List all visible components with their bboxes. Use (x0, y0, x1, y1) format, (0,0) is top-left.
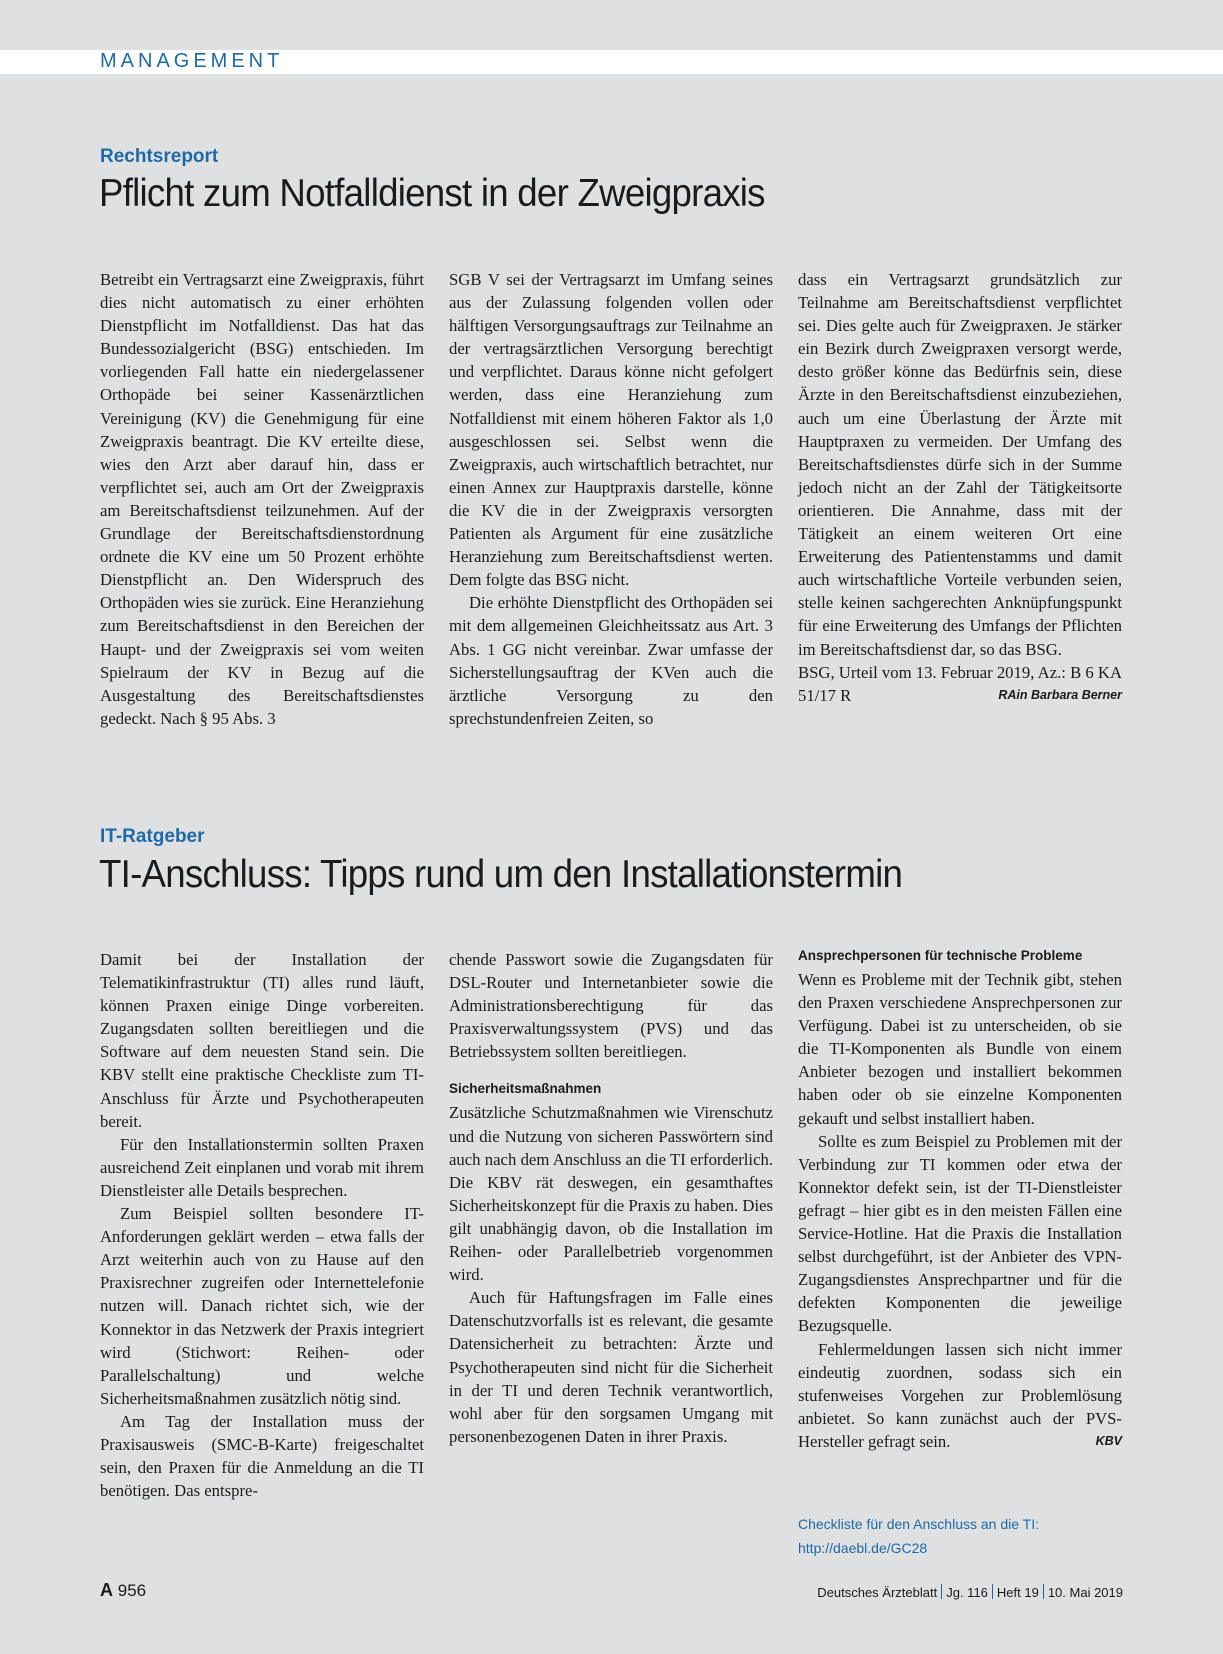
article1-col1-text: Betreibt ein Vertragsarzt eine Zweigpraxis, führt dies nicht automatisch zu einer erhöhten Dienstpflicht im Notfalldienst. Das hat das Bundessozialgericht (BSG) entschieden. Im vorliegenden Fall hatte ein niedergelassener Orthopäde bei seiner Kassenärztlichen Vereinigung (KV) die Genehmigung für eine Zweigpraxis beantragt. Die KV erteilte diese, wies den Arzt aber darauf hin, dass er verpflichtet sei, auch am Ort der Zweigpraxis am Bereitschaftsdienst teilzunehmen. Auf der Grundlage der Bereitschaftsdienstordnung ordnete die KV eine um 50 Prozent erhöhte Dienstpflicht an. Den Widerspruch des Orthopäden wies sie zurück. Eine Heranziehung zum Bereitschaftsdienst in den Bereichen der Haupt- und der Zweigpraxis sei vom weiten Spielraum der KV in Bezug auf die Ausgestaltung des Bereitschaftsdienstes gedeckt. Nach § 95 Abs. 3 (100, 270, 424, 728)
article2-col3-text: Fehlermeldungen lassen sich nicht immer eindeutig zuordnen, sodass sich ein stufenweises Vorgehen zur Problemlösung anbietet. So kann zunächst auch der PVS-Hersteller gefragt sein. (798, 1339, 1122, 1451)
article2-author: KBV (1095, 1433, 1122, 1448)
journal-issue: Heft 19 (996, 1585, 1039, 1600)
page-prefix: A (100, 1580, 113, 1600)
journal-info (817, 1584, 1123, 1600)
section-label: MANAGEMENT (100, 50, 284, 72)
article2-col3-last-paragraph (798, 1338, 1122, 1453)
subhead-ansprechpersonen: Ansprechpersonen für technische Probleme (798, 948, 1083, 963)
journal-volume: Jg. 116 (946, 1585, 988, 1600)
article2-kicker: IT-Ratgeber (100, 826, 205, 847)
separator (941, 1584, 942, 1599)
journal-name: Deutsches Ärzteblatt (817, 1585, 938, 1600)
article1-column-1 (100, 268, 424, 730)
separator (992, 1584, 993, 1599)
article1-column-3 (798, 268, 1122, 707)
article2-column-3 (798, 946, 1122, 1453)
page-number-value: 956 (117, 1581, 147, 1600)
article1-column-2 (449, 268, 773, 730)
article2-col1-paragraph: Am Tag der Installation muss der Praxisausweis (SMC-B-Karte) freigeschaltet sein, den Praxen für die Anmeldung an die TI benötigen. Das entspre- (100, 1411, 424, 1501)
page-number (100, 1580, 146, 1601)
article1-author: RAin Barbara Berner (998, 687, 1122, 702)
article1-citation (798, 661, 1122, 707)
article1-col3-paragraph: dass ein Vertragsarzt grundsätzlich zur Teilnahme am Bereitschaftsdienst verpflichtet sei. Dies gelte auch für Zweigpraxen. Je stärker ein Bezirk durch Zweigpraxen versorgt werde, desto größer könne das Bedürfnis sein, diese Ärzte in den Bereitschaftsdienst einzubeziehen, auch um eine Überlastung der Ärzte mit Hauptpraxen zu vermeiden. Der Umfang des Bereitschaftsdienstes dürfe sich in der Summe jedoch nicht an der Zahl der Tätigkeitsorte orientieren. Die Annahme, dass mit der Tätigkeit an einem weiteren Ort eine Erweiterung des Patientenstamms und damit auch wirtschaftliche Vorteile verbunden seien, stelle keinen sachgerechten Anknüpfungspunkt für eine Erweiterung des Umfangs der Pflichten im Bereitschaftsdienst dar, so das BSG. (798, 270, 1122, 659)
article2-col1-paragraph: Für den Installationstermin sollten Praxen ausreichend Zeit einplanen und vorab mit ihrem Dienstleister alle Details besprechen. (100, 1134, 424, 1200)
checklist-link-label: Checkliste für den Anschluss an die TI: (798, 1516, 1039, 1532)
article2-col1-paragraph: Zum Beispiel sollten besondere IT-Anforderungen geklärt werden – etwa falls der Arzt weiterhin auch von zu Hause auf den Praxisrechner zugreifen oder Internettelefonie nutzen will. Danach richtet sich, wie der Konnektor in das Netzwerk der Praxis integriert wird (Stichwort: Reihen- oder Parallelschaltung) und welche Sicherheitsmaßnahmen zusätzlich nötig sind. (100, 1204, 424, 1408)
checklist-link-box (798, 1512, 1039, 1560)
article1-kicker: Rechtsreport (100, 146, 219, 167)
checklist-link-url[interactable]: http://daebl.de/GC28 (798, 1540, 928, 1556)
article1-citation-text: BSG, Urteil vom 13. Februar 2019, Az.: B 6 KA 51/17 R (798, 662, 1122, 705)
article2-column-2 (449, 948, 773, 1448)
journal-date: 10. Mai 2019 (1047, 1585, 1123, 1600)
article2-column-1 (100, 948, 424, 1502)
article2-col3-paragraph: Sollte es zum Beispiel zu Problemen mit der Verbindung zur TI kommen oder etwa der Konnektor defekt sein, ist der TI-Dienstleister gefragt – hier gibt es in den meisten Fällen eine Service-Hotline. Hat die Praxis die Installation selbst durchgeführt, ist der Anbieter des VPN-Zugangsdienstes Ansprechpartner und für die defekten Komponenten die jeweilige Bezugsquelle. (798, 1131, 1122, 1336)
article1-col2-paragraph: Die erhöhte Dienstpflicht des Orthopäden sei mit dem allgemeinen Gleichheitssatz aus Art. 3 Abs. 1 GG nicht vereinbar. Zwar umfasse der Sicherstellungsauftrag der KVen auch die ärztliche Versorgung zu den sprechstundenfreien Zeiten, so (449, 593, 773, 728)
article2-col2-paragraph: Zusätzliche Schutzmaßnahmen wie Virenschutz und die Nutzung von sicheren Passwörtern sind auch nach dem Anschluss an die TI erforderlich. Die KBV rät deswegen, ein gesamthaftes Sicherheitskonzept für die Praxis zu haben. Dies gilt unabhängig davon, ob die Installation im Reihen- oder Parallelbetrieb vorgenommen wird. (449, 1103, 773, 1285)
article2-col1-paragraph: Damit bei der Installation der Telematikinfrastruktur (TI) alles rund läuft, können Praxen einige Dinge vorbereiten. Zugangsdaten sollten bereitliegen und die Software auf dem neuesten Stand sein. Die KBV stellt eine praktische Checkliste zum TI-Anschluss für Ärzte und Psychotherapeuten bereit. (100, 950, 424, 1131)
article2-col2-paragraph: Auch für Haftungsfragen im Falle eines Datenschutzvorfalls ist es relevant, die gesamte Datensicherheit zu betrachten: Ärzte und Psychotherapeuten sind nicht für die Sicherheit in der TI und deren Technik verantwortlich, wohl aber für den sorgsamen Umgang mit personenbezogenen Daten in ihrer Praxis. (449, 1288, 773, 1446)
article1-headline: Pflicht zum Notfalldienst in der Zweigpraxis (99, 172, 765, 215)
separator (1043, 1584, 1044, 1599)
article1-col2-paragraph: SGB V sei der Vertragsarzt im Umfang seines aus der Zulassung folgenden vollen oder hälftigen Versorgungsauftrags zur Teilnahme an der vertragsärztlichen Versorgung berechtigt und verpflichtet. Daraus könne nicht gefolgert werden, dass eine Heranziehung zum Notfalldienst mit einem höheren Faktor als 1,0 ausgeschlossen sei. Selbst wenn die Zweigpraxis, auch wirtschaftlich betrachtet, nur einen Annex zur Hauptpraxis darstelle, könne die KV die in der Zweigpraxis versorgten Patienten als Argument für eine zusätzliche Heranziehung zum Bereitschaftsdienst werten. Dem folgte das BSG nicht. (449, 270, 773, 590)
article2-headline: TI-Anschluss: Tipps rund um den Installationstermin (99, 853, 903, 896)
article2-col2-paragraph: chende Passwort sowie die Zugangsdaten für DSL-Router und Internetanbieter sowie die Administrationsberechtigung für das Praxisverwaltungssystem (PVS) und das Betriebssystem sollten bereitliegen. (449, 950, 773, 1062)
article2-col3-paragraph: Wenn es Probleme mit der Technik gibt, stehen den Praxen verschiedene Ansprechpersonen zur Verfügung. Dabei ist zu unterscheiden, ob sie die TI-Komponenten als Bundle von einem Anbieter bezogen und installiert bekommen haben oder ob sie einzelne Komponenten gekauft und selbst installiert haben. (798, 970, 1122, 1128)
subhead-sicherheit: Sicherheitsmaßnahmen (449, 1081, 602, 1097)
